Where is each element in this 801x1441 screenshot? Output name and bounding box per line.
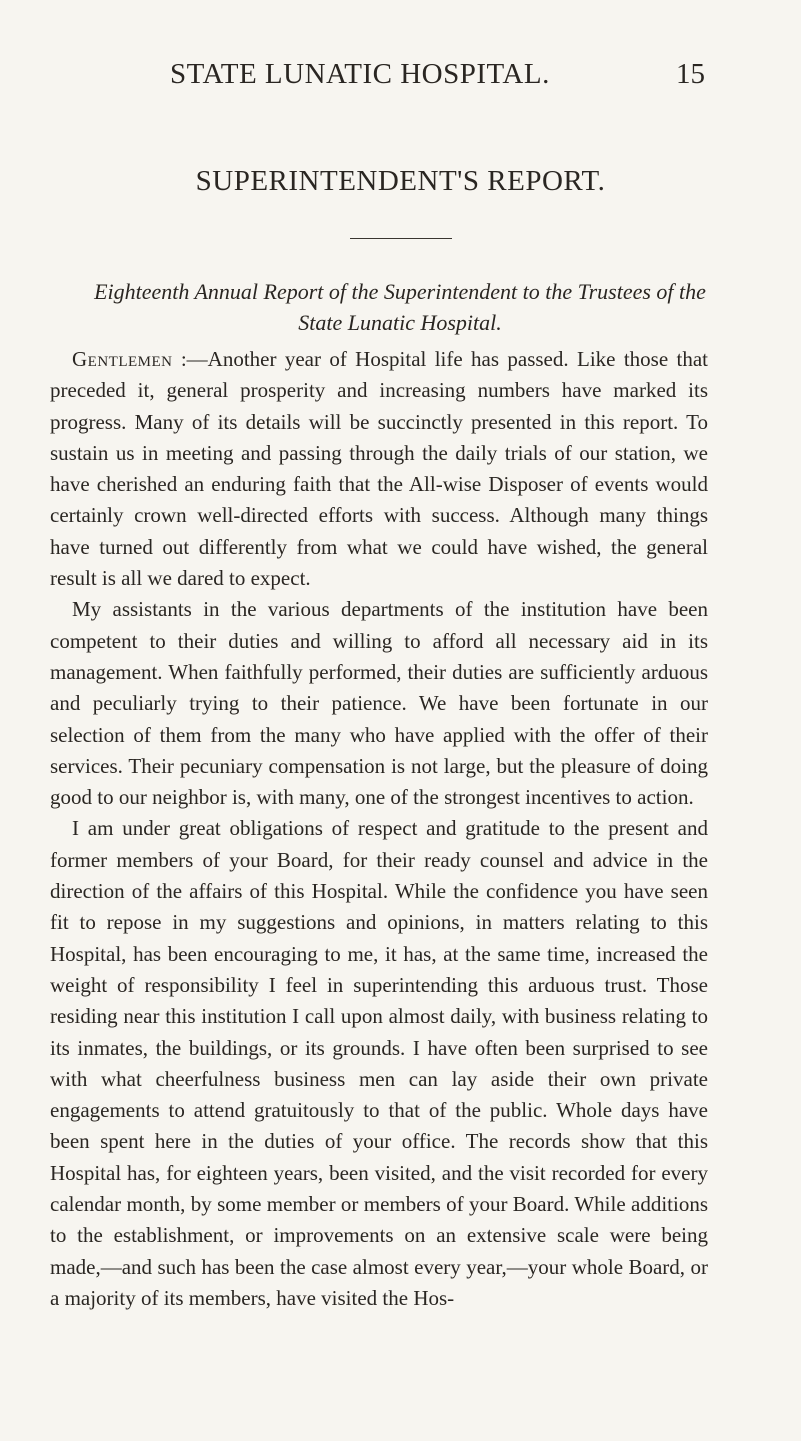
report-subtitle <box>50 276 750 338</box>
subtitle-line-1: Eighteenth Annual Report of the Superintendent to the Trustees of the <box>94 279 706 304</box>
subtitle-line-2: State Lunatic Hospital. <box>298 310 502 335</box>
title-divider <box>350 238 452 239</box>
report-body <box>50 344 708 1314</box>
page-number: 15 <box>676 58 705 90</box>
running-head-title: STATE LUNATIC HOSPITAL. <box>170 58 550 90</box>
running-head <box>0 58 801 98</box>
salutation: Gentlemen <box>72 347 173 371</box>
paragraph-1-text: :—Another year of Hospital life has passed. Like those that preceded it, general prosperity and increasing numbers have marked its progress. Many of its details will be succinctly presented in this report. To sustain us in meeting and passing through the daily trials of our station, we have cherished an enduring faith that the All-wise Disposer of events would certainly crown well-directed efforts with success. Although many things have turned out differently from what we could have wished, the general result is all we dared to expect. <box>50 347 708 591</box>
paragraph-3: I am under great obligations of respect and gratitude to the present and former members of your Board, for their ready counsel and advice in the direction of the affairs of this Hospital. While the confidence you have seen fit to repose in my suggestions and opinions, in matters relating to this Hospital, has been encouraging to me, it has, at the same time, increased the weight of responsibility I feel in superintending this arduous trust. Those residing near this institution I call upon almost daily, with business relating to its inmates, the buildings, or its grounds. I have often been surprised to see with what cheerfulness business men can lay aside their own private engagements to attend gratuitously to that of the public. Whole days have been spent here in the duties of your office. The records show that this Hospital has, for eighteen years, been visited, and the visit recorded for every calendar month, by some member or members of your Board. While additions to the establishment, or improvements on an extensive scale were being made,—and such has been the case almost every year,—your whole Board, or a majority of its members, have visited the Hos- <box>50 816 708 1310</box>
paragraph-2: My assistants in the various departments of the institution have been competent to their duties and willing to afford all necessary aid in its management. When faithfully performed, their duties are sufficiently arduous and peculiarly trying to their patience. We have been fortunate in our selection of them from the many who have applied with the offer of their services. Their pecuniary compensation is not large, but the pleasure of doing good to our neighbor is, with many, one of the strongest incentives to action. <box>50 597 708 810</box>
section-title: SUPERINTENDENT'S REPORT. <box>195 165 606 197</box>
paragraph-1 <box>50 344 708 594</box>
